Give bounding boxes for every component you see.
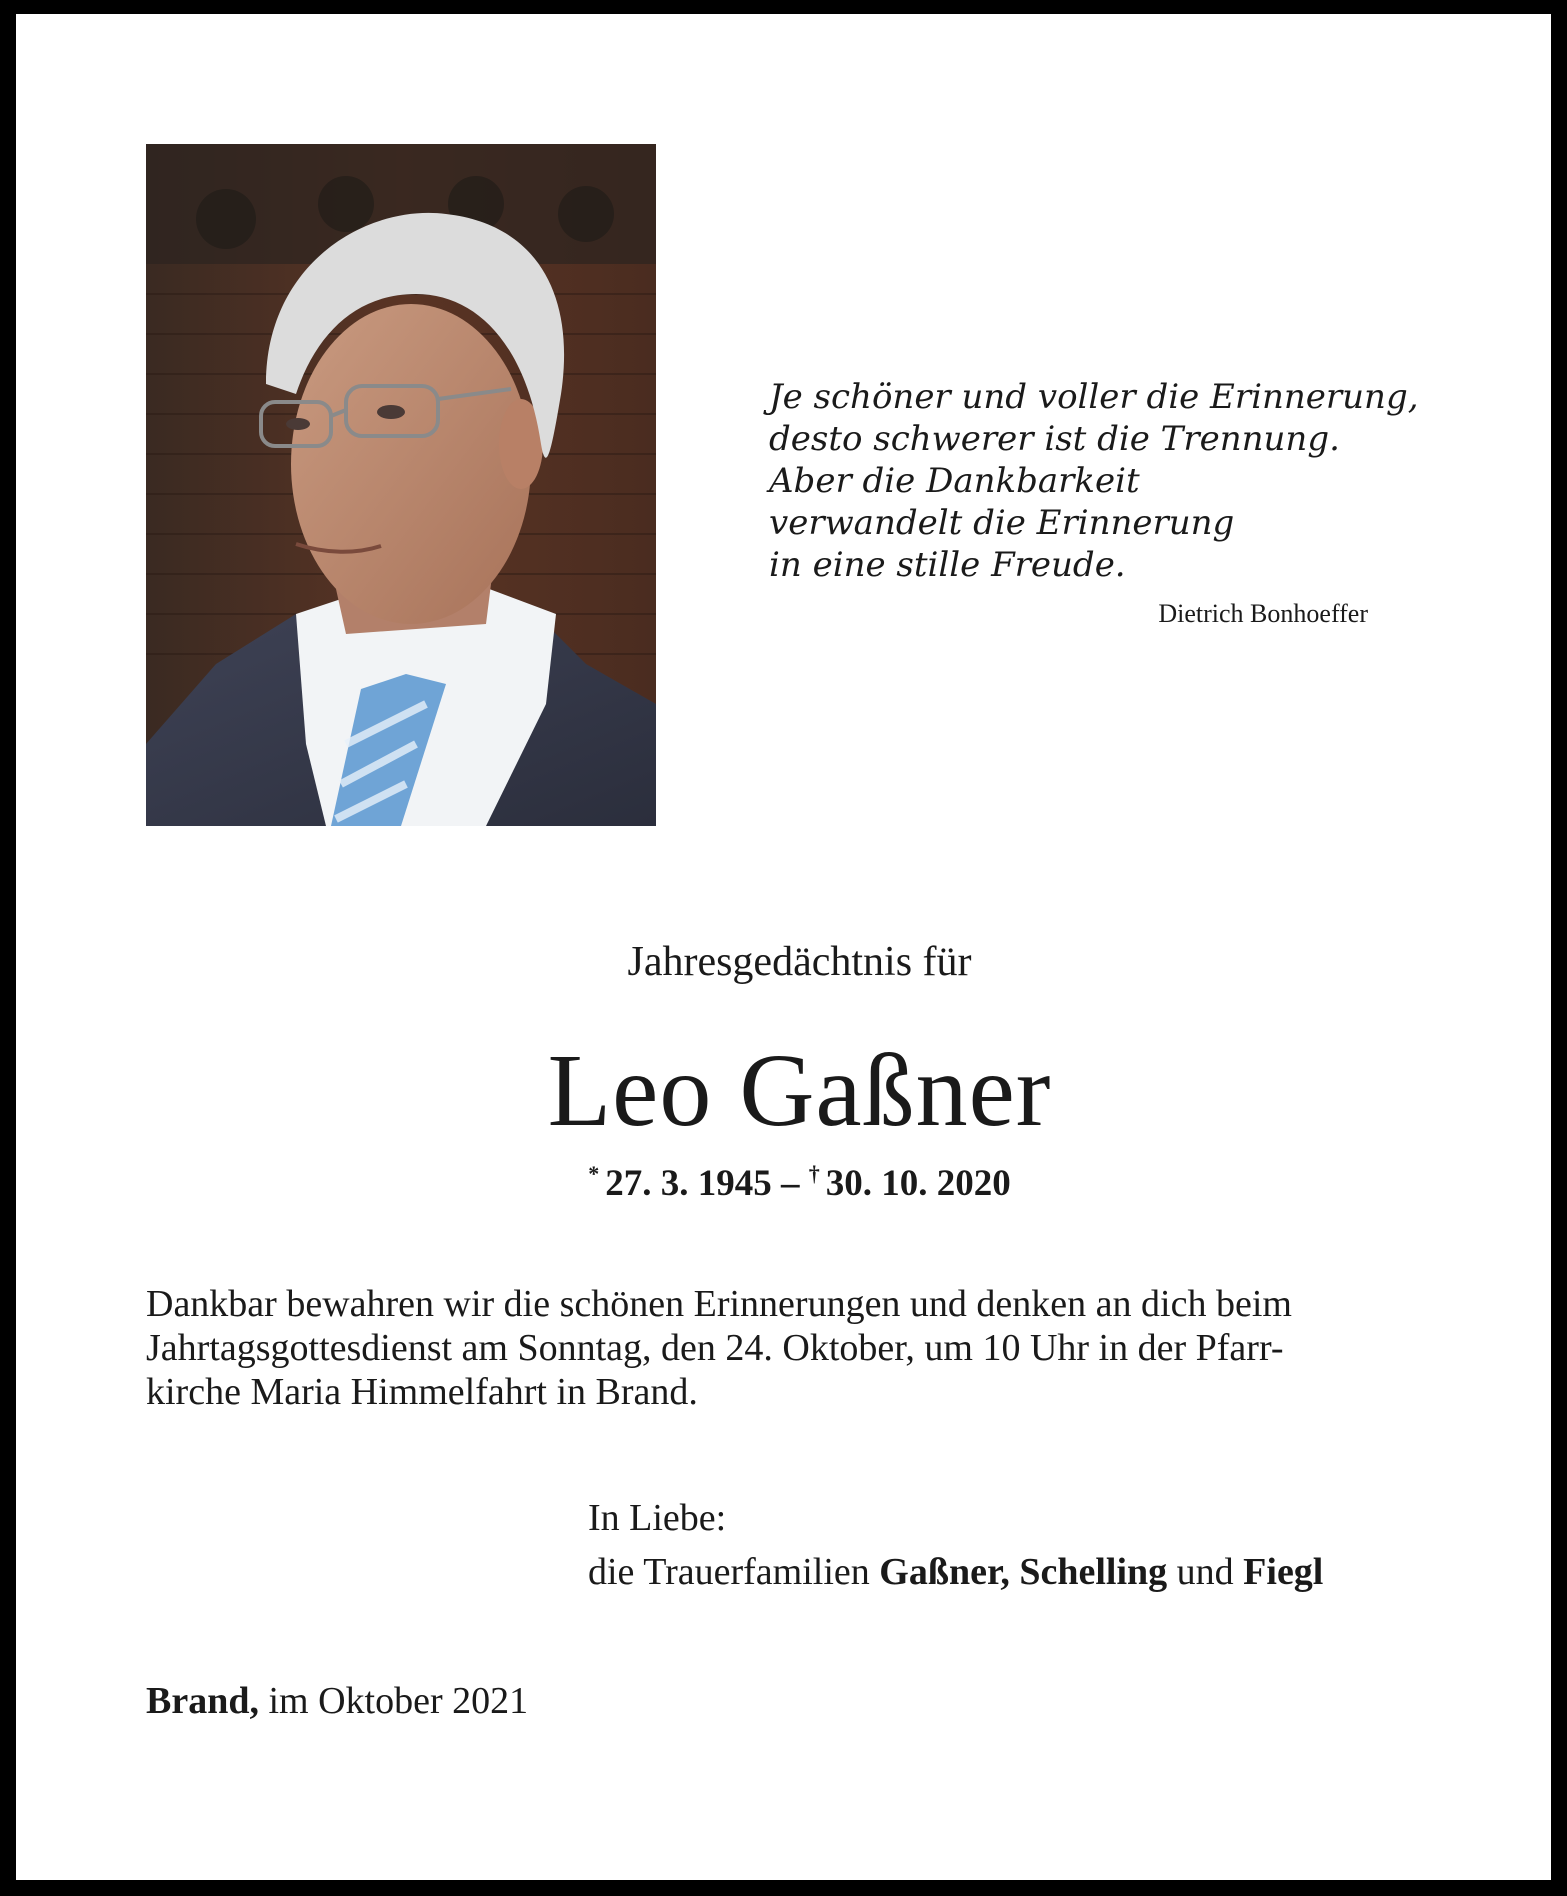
portrait-photo	[146, 144, 656, 826]
date-separator: –	[771, 1163, 809, 1204]
families-and: und	[1167, 1551, 1244, 1593]
message-line: Dankbar bewahren wir die schönen Erinnerungen und denken an dich beim	[146, 1283, 1292, 1325]
quote-author: Dietrich Bonhoeffer	[1158, 599, 1368, 628]
love-label: In Liebe:	[588, 1497, 727, 1539]
birth-date: 27. 3. 1945	[605, 1163, 772, 1204]
quote-block	[769, 376, 1419, 586]
mourning-families	[588, 1548, 1323, 1596]
family-name: Gaßner,	[879, 1551, 1010, 1593]
place-name: Brand,	[146, 1680, 259, 1722]
families-prefix: die Trauerfamilien	[588, 1551, 880, 1593]
notice-date: im Oktober 2021	[258, 1680, 529, 1722]
message-line: kirche Maria Himmelfahrt in Brand.	[146, 1371, 698, 1413]
family-name: Schelling	[1019, 1551, 1168, 1593]
quote-line: in eine stille Freude.	[769, 545, 1126, 585]
quote-line: Aber die Dankbarkeit	[769, 461, 1140, 501]
death-date: 30. 10. 2020	[825, 1163, 1011, 1204]
memorial-message	[146, 1282, 1456, 1414]
birth-symbol: *	[588, 1161, 600, 1186]
deceased-name: Leo Gaßner	[547, 1033, 1052, 1148]
memorial-intro: Jahresgedächtnis für	[627, 939, 972, 985]
place-date	[146, 1677, 528, 1725]
quote-line: verwandelt die Erinnerung	[769, 503, 1235, 543]
death-symbol: †	[808, 1161, 820, 1186]
family-name: Fiegl	[1243, 1551, 1324, 1593]
quote-line: Je schöner und voller die Erinnerung,	[769, 377, 1419, 417]
life-dates	[16, 1160, 1567, 1208]
quote-line: desto schwerer ist die Trennung.	[769, 419, 1340, 459]
message-line: Jahrtagsgottesdienst am Sonntag, den 24. Oktober, um 10 Uhr in der Pfarr-	[146, 1327, 1284, 1369]
